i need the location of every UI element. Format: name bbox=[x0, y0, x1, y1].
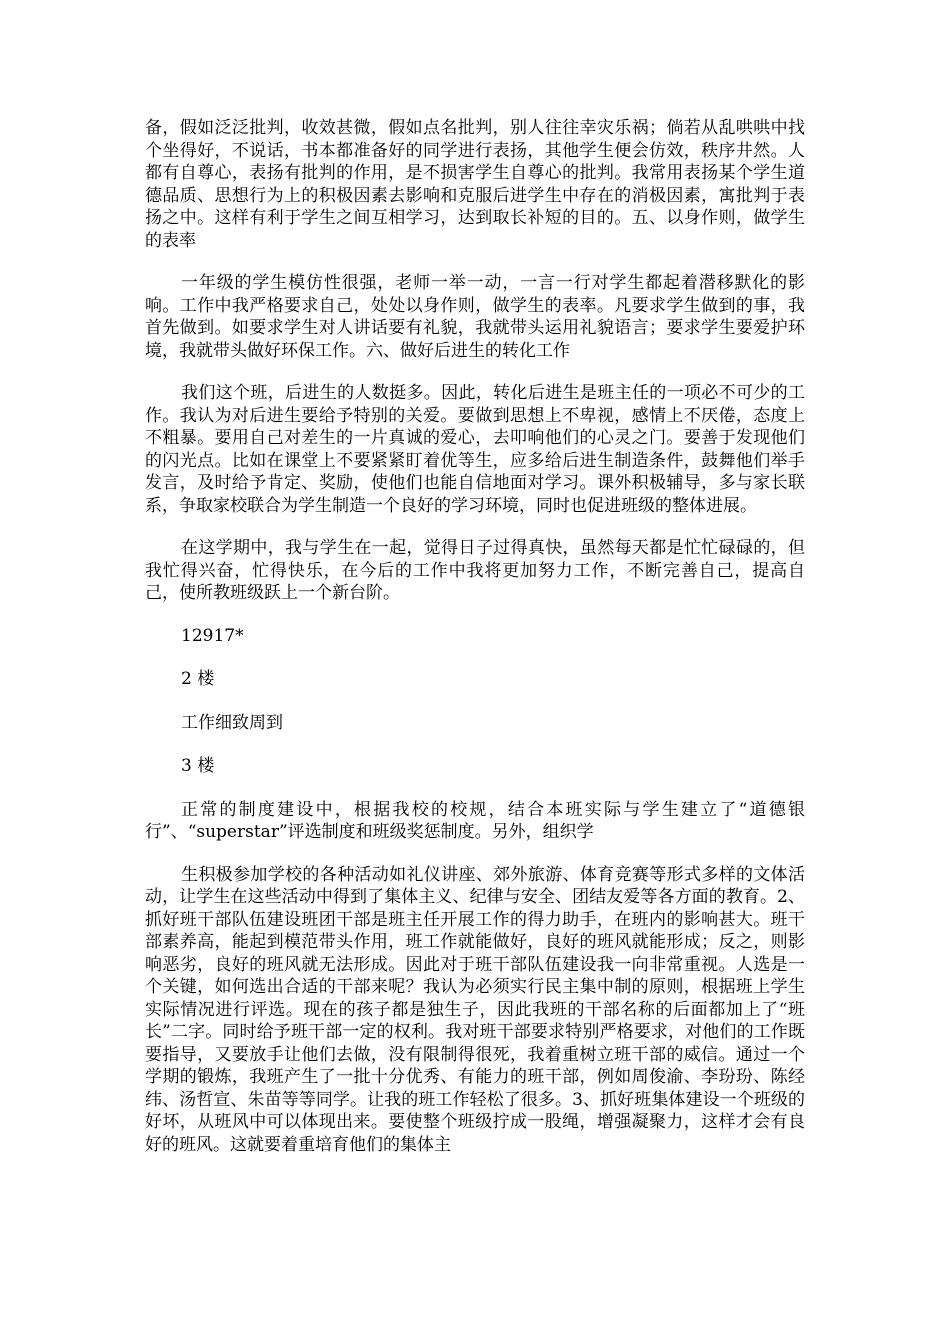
document-page bbox=[145, 117, 805, 1176]
floor-label-3: 3 楼 bbox=[181, 756, 215, 776]
paragraph-system-building: 正常的制度建设中，根据我校的校规，结合本班实际与学生建立了“道德银行”、“superstar”评选制度和班级奖惩制度。另外，组织学 bbox=[145, 799, 805, 842]
paragraph-semester-summary: 在这学期中，我与学生在一起，觉得日子过得真快，虽然每天都是忙忙碌碌的，但我忙得兴奋，忙得快乐，在今后的工作中我将更加努力工作，不断完善自己，提高自己，使所教班级跃上一个新台阶。 bbox=[145, 538, 805, 603]
paragraph-underachievers: 我们这个班，后进生的人数挺多。因此，转化后进生是班主任的一项必不可少的工作。我认为对后进生要给予特别的关爱。要做到思想上不卑视，感情上不厌倦，态度上不粗暴。要用自己对差生的一片真诚的爱心，去叩响他们的心灵之门。要善于发现他们的闪光点。比如在课堂上不要紧紧盯着优等生，应多给后进生制造条件，鼓舞他们举手发言，及时给予肯定、奖励，使他们也能自信地面对学习。课外积极辅导，多与家长联系，争取家校联合为学生制造一个良好的学习环境，同时也促进班级的整体进展。 bbox=[145, 383, 805, 516]
paragraph-praise-criticism: 备，假如泛泛批判，收效甚微，假如点名批判，别人往往幸灾乐祸；倘若从乱哄哄中找个坐得好，不说话，书本都准备好的同学进行表扬，其他学生便会仿效，秩序井然。人都有自尊心，表扬有批判的作用，是不损害学生自尊心的批判。我常用表扬某个学生道德品质、思想行为上的积极因素去影响和克服后进学生中存在的消极因素，寓批判于表扬之中。这样有利于学生之间互相学习，达到取长补短的目的。五、以身作则，做学生的表率 bbox=[145, 118, 805, 251]
post-id: 12917* bbox=[181, 625, 244, 646]
reply-comment: 工作细致周到 bbox=[181, 712, 283, 733]
paragraph-role-model: 一年级的学生模仿性很强，老师一举一动，一言一行对学生都起着潜移默化的影响。工作中我严格要求自己，处处以身作则，做学生的表率。凡要求学生做到的事，我首先做到。如要求学生对人讲话要有礼貌，我就带头运用礼貌语言；要求学生要爱护环境，我就带头做好环保工作。六、做好后进生的转化工作 bbox=[145, 273, 805, 361]
paragraph-class-cadres: 生积极参加学校的各种活动如礼仪讲座、郊外旅游、体育竞赛等形式多样的文体活动，让学生在这些活动中得到了集体主义、纪律与安全、团结友爱等各方面的教育。2、抓好班干部队伍建设班团干部是班主任开展工作的得力助手，在班内的影响甚大。班干部素养高，能起到模范带头作用，班工作就能做好，良好的班风就能形成；反之，则影响恶劣，良好的班风就无法形成。因此对于班干部队伍建设我一向非常重视。人选是一个关键，如何选出合适的干部来呢？我认为必须实行民主集中制的原则，根据班上学生实际情况进行评选。现在的孩子都是独生子，因此我班的干部名称的后面都加上了“班长”二字。同时给予班干部一定的权利。我对班干部要求特别严格要求，对他们的工作既要指导，又要放手让他们去做，没有限制得很死，我着重树立班干部的威信。通过一个学期的锻炼，我班产生了一批十分优秀、有能力的班干部，例如周俊渝、李玢玢、陈经纬、汤哲宣、朱苗等等同学。让我的班工作轻松了很多。3、抓好班集体建设一个班级的好坏，从班风中可以体现出来。要使整个班级拧成一股绳，增强凝聚力，这样才会有良好的班风。这就要着重培育他们的集体主 bbox=[145, 864, 805, 1155]
floor-label-2: 2 楼 bbox=[181, 669, 215, 689]
